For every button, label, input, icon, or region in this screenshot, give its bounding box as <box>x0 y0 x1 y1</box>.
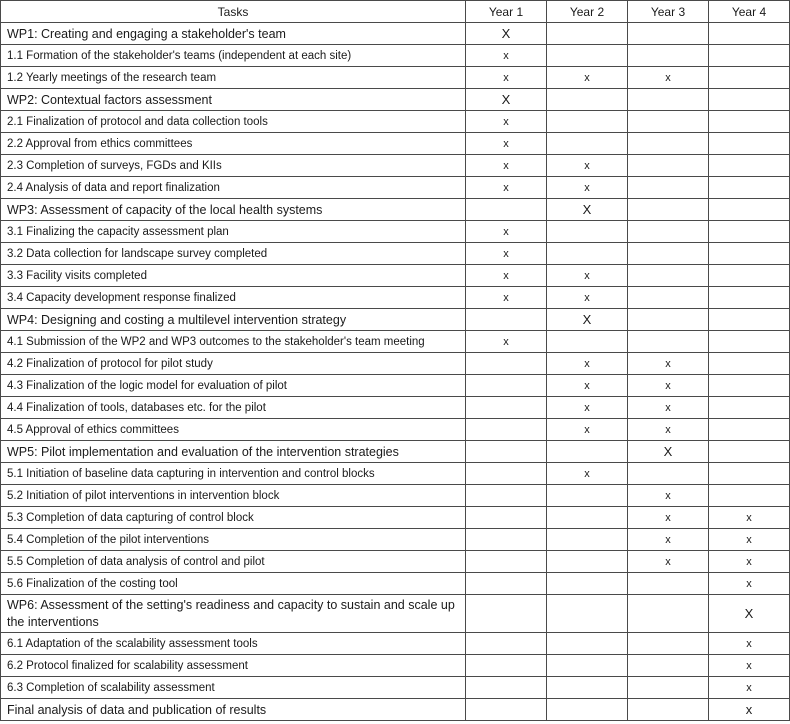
year-1-mark <box>466 677 547 699</box>
year-2-mark: x <box>547 353 628 375</box>
year-1-mark: x <box>466 265 547 287</box>
year-4-mark <box>709 463 790 485</box>
year-4-mark <box>709 89 790 111</box>
year-4-mark <box>709 287 790 309</box>
year-2-mark <box>547 633 628 655</box>
header-year-1: Year 1 <box>466 1 547 23</box>
year-3-mark <box>628 265 709 287</box>
year-1-mark <box>466 551 547 573</box>
task-row <box>1 655 790 677</box>
header-year-3: Year 3 <box>628 1 709 23</box>
year-3-mark: x <box>628 353 709 375</box>
year-4-mark: x <box>709 699 790 721</box>
year-3-mark: x <box>628 507 709 529</box>
year-4-mark <box>709 23 790 45</box>
task-row <box>1 551 790 573</box>
year-4-mark <box>709 133 790 155</box>
year-3-mark <box>628 699 709 721</box>
year-4-mark <box>709 243 790 265</box>
year-1-mark: x <box>466 243 547 265</box>
year-3-mark: x <box>628 551 709 573</box>
year-3-mark <box>628 155 709 177</box>
task-cell: 4.4 Finalization of tools, databases etc. for the pilot <box>1 397 466 419</box>
year-3-mark: x <box>628 419 709 441</box>
task-cell: 4.1 Submission of the WP2 and WP3 outcomes to the stakeholder's team meeting <box>1 331 466 353</box>
task-cell: 5.4 Completion of the pilot interventions <box>1 529 466 551</box>
task-row <box>1 331 790 353</box>
year-1-mark: x <box>466 111 547 133</box>
task-cell: WP6: Assessment of the setting's readiness and capacity to sustain and scale up the interventions <box>1 595 466 633</box>
year-3-mark <box>628 655 709 677</box>
year-2-mark <box>547 221 628 243</box>
year-1-mark: X <box>466 23 547 45</box>
year-1-mark: x <box>466 177 547 199</box>
year-4-mark <box>709 155 790 177</box>
year-4-mark <box>709 45 790 67</box>
task-cell: 2.4 Analysis of data and report finalization <box>1 177 466 199</box>
year-2-mark: x <box>547 67 628 89</box>
year-2-mark: X <box>547 309 628 331</box>
year-4-mark <box>709 419 790 441</box>
year-1-mark <box>466 655 547 677</box>
task-cell: 4.2 Finalization of protocol for pilot study <box>1 353 466 375</box>
year-1-mark <box>466 529 547 551</box>
year-4-mark <box>709 199 790 221</box>
task-cell: 5.5 Completion of data analysis of control and pilot <box>1 551 466 573</box>
year-1-mark <box>466 419 547 441</box>
task-row <box>1 67 790 89</box>
work-package-row <box>1 23 790 45</box>
year-3-mark: X <box>628 441 709 463</box>
year-1-mark: x <box>466 45 547 67</box>
year-4-mark <box>709 485 790 507</box>
year-2-mark: x <box>547 397 628 419</box>
task-row <box>1 463 790 485</box>
task-cell: 6.1 Adaptation of the scalability assessment tools <box>1 633 466 655</box>
year-3-mark <box>628 89 709 111</box>
year-3-mark <box>628 287 709 309</box>
year-2-mark: x <box>547 287 628 309</box>
year-1-mark: X <box>466 89 547 111</box>
year-4-mark <box>709 111 790 133</box>
task-row <box>1 133 790 155</box>
year-3-mark: x <box>628 375 709 397</box>
table-body <box>1 23 790 721</box>
task-cell: 5.2 Initiation of pilot interventions in intervention block <box>1 485 466 507</box>
year-3-mark <box>628 633 709 655</box>
task-cell: 2.3 Completion of surveys, FGDs and KIIs <box>1 155 466 177</box>
task-cell: 1.1 Formation of the stakeholder's teams (independent at each site) <box>1 45 466 67</box>
work-package-row <box>1 595 790 633</box>
year-1-mark <box>466 507 547 529</box>
year-2-mark <box>547 441 628 463</box>
year-4-mark <box>709 265 790 287</box>
year-1-mark: x <box>466 331 547 353</box>
year-1-mark: x <box>466 133 547 155</box>
task-row <box>1 375 790 397</box>
year-4-mark <box>709 309 790 331</box>
year-2-mark: x <box>547 419 628 441</box>
year-3-mark <box>628 23 709 45</box>
year-3-mark <box>628 45 709 67</box>
year-1-mark: x <box>466 287 547 309</box>
year-2-mark: x <box>547 177 628 199</box>
task-cell: WP1: Creating and engaging a stakeholder's team <box>1 23 466 45</box>
year-3-mark <box>628 177 709 199</box>
year-1-mark: x <box>466 155 547 177</box>
task-row <box>1 265 790 287</box>
year-4-mark <box>709 331 790 353</box>
year-4-mark: x <box>709 655 790 677</box>
header-row <box>1 1 790 23</box>
year-4-mark: x <box>709 529 790 551</box>
task-cell: Final analysis of data and publication of results <box>1 699 466 721</box>
year-3-mark <box>628 111 709 133</box>
year-1-mark <box>466 397 547 419</box>
year-4-mark <box>709 67 790 89</box>
year-2-mark <box>547 111 628 133</box>
year-4-mark: X <box>709 595 790 633</box>
task-cell: 1.2 Yearly meetings of the research team <box>1 67 466 89</box>
year-4-mark <box>709 397 790 419</box>
year-2-mark <box>547 23 628 45</box>
year-2-mark <box>547 529 628 551</box>
year-1-mark <box>466 595 547 633</box>
year-2-mark <box>547 573 628 595</box>
task-cell: 5.3 Completion of data capturing of control block <box>1 507 466 529</box>
header-year-2: Year 2 <box>547 1 628 23</box>
task-row <box>1 397 790 419</box>
task-row <box>1 485 790 507</box>
year-3-mark <box>628 595 709 633</box>
task-row <box>1 177 790 199</box>
year-4-mark: x <box>709 677 790 699</box>
year-2-mark: x <box>547 463 628 485</box>
task-row <box>1 287 790 309</box>
task-cell: 4.5 Approval of ethics committees <box>1 419 466 441</box>
task-row <box>1 243 790 265</box>
task-cell: 3.4 Capacity development response finalized <box>1 287 466 309</box>
year-3-mark <box>628 133 709 155</box>
task-cell: WP3: Assessment of capacity of the local health systems <box>1 199 466 221</box>
year-3-mark <box>628 463 709 485</box>
year-1-mark <box>466 633 547 655</box>
year-2-mark: x <box>547 155 628 177</box>
year-1-mark <box>466 199 547 221</box>
task-row <box>1 353 790 375</box>
task-cell: 6.3 Completion of scalability assessment <box>1 677 466 699</box>
header-tasks: Tasks <box>1 1 466 23</box>
task-row <box>1 111 790 133</box>
year-3-mark: x <box>628 485 709 507</box>
work-package-row <box>1 699 790 721</box>
year-2-mark: x <box>547 265 628 287</box>
year-3-mark <box>628 243 709 265</box>
task-cell: 5.6 Finalization of the costing tool <box>1 573 466 595</box>
task-cell: 6.2 Protocol finalized for scalability assessment <box>1 655 466 677</box>
task-cell: 2.1 Finalization of protocol and data collection tools <box>1 111 466 133</box>
year-2-mark <box>547 595 628 633</box>
year-1-mark: x <box>466 221 547 243</box>
year-2-mark: X <box>547 199 628 221</box>
year-2-mark <box>547 699 628 721</box>
task-row <box>1 155 790 177</box>
year-4-mark <box>709 375 790 397</box>
year-1-mark <box>466 309 547 331</box>
year-4-mark: x <box>709 507 790 529</box>
work-package-row <box>1 199 790 221</box>
year-1-mark <box>466 699 547 721</box>
task-cell: 3.2 Data collection for landscape survey completed <box>1 243 466 265</box>
year-1-mark: x <box>466 67 547 89</box>
header-year-4: Year 4 <box>709 1 790 23</box>
year-1-mark <box>466 485 547 507</box>
task-row <box>1 45 790 67</box>
year-2-mark: x <box>547 375 628 397</box>
task-cell: WP5: Pilot implementation and evaluation of the intervention strategies <box>1 441 466 463</box>
task-cell: 4.3 Finalization of the logic model for evaluation of pilot <box>1 375 466 397</box>
task-cell: WP4: Designing and costing a multilevel intervention strategy <box>1 309 466 331</box>
year-1-mark <box>466 463 547 485</box>
year-2-mark <box>547 655 628 677</box>
year-4-mark <box>709 221 790 243</box>
task-cell: 5.1 Initiation of baseline data capturing in intervention and control blocks <box>1 463 466 485</box>
task-cell: 2.2 Approval from ethics committees <box>1 133 466 155</box>
year-3-mark <box>628 221 709 243</box>
year-1-mark <box>466 353 547 375</box>
year-1-mark <box>466 441 547 463</box>
year-4-mark: x <box>709 551 790 573</box>
year-4-mark: x <box>709 633 790 655</box>
task-row <box>1 573 790 595</box>
year-3-mark <box>628 199 709 221</box>
year-3-mark: x <box>628 529 709 551</box>
task-row <box>1 221 790 243</box>
year-2-mark <box>547 331 628 353</box>
year-2-mark <box>547 677 628 699</box>
work-package-row <box>1 309 790 331</box>
year-1-mark <box>466 375 547 397</box>
year-4-mark <box>709 353 790 375</box>
task-cell: WP2: Contextual factors assessment <box>1 89 466 111</box>
year-2-mark <box>547 45 628 67</box>
work-package-row <box>1 441 790 463</box>
year-4-mark <box>709 177 790 199</box>
year-3-mark <box>628 677 709 699</box>
year-2-mark <box>547 485 628 507</box>
task-cell: 3.1 Finalizing the capacity assessment plan <box>1 221 466 243</box>
year-3-mark <box>628 573 709 595</box>
year-2-mark <box>547 551 628 573</box>
task-row <box>1 507 790 529</box>
task-row <box>1 419 790 441</box>
year-2-mark <box>547 507 628 529</box>
year-4-mark: x <box>709 573 790 595</box>
year-3-mark <box>628 331 709 353</box>
year-3-mark: x <box>628 67 709 89</box>
task-cell: 3.3 Facility visits completed <box>1 265 466 287</box>
year-1-mark <box>466 573 547 595</box>
task-row <box>1 633 790 655</box>
year-2-mark <box>547 243 628 265</box>
year-2-mark <box>547 89 628 111</box>
task-row <box>1 529 790 551</box>
year-2-mark <box>547 133 628 155</box>
year-3-mark <box>628 309 709 331</box>
task-row <box>1 677 790 699</box>
year-3-mark: x <box>628 397 709 419</box>
year-4-mark <box>709 441 790 463</box>
work-package-row <box>1 89 790 111</box>
